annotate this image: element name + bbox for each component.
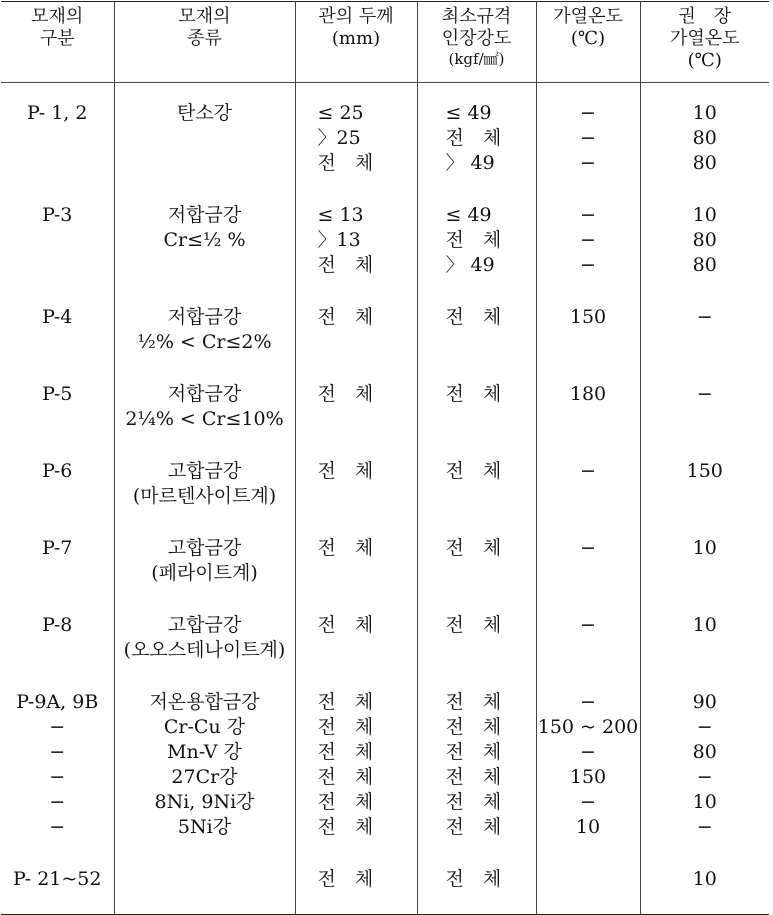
cell-line (296, 484, 417, 509)
cell-line: Cr≤½ % (163, 229, 246, 251)
cell-line: 10 (692, 614, 717, 636)
cell-line: 전 체 (445, 537, 502, 559)
cell-line: 전 체 (317, 868, 374, 890)
cell-line: − (696, 383, 713, 405)
header-line: 종류 (187, 28, 222, 49)
cell-base-type (114, 509, 295, 586)
cell-line (537, 867, 640, 892)
cell-line (418, 561, 536, 586)
cell-line (1, 151, 114, 176)
cell-line (1, 330, 114, 355)
header-line: 모재의 (31, 6, 84, 27)
cell-line: P-6 (42, 460, 73, 482)
cell-preheat (536, 176, 640, 278)
cell-tensile (417, 432, 536, 509)
cell-line: P-4 (42, 306, 73, 328)
cell-line (296, 330, 417, 355)
cell-recommended (640, 509, 769, 586)
header-line: 가열온도 (553, 6, 623, 27)
cell-line: 80 (692, 229, 717, 251)
cell-line: 〉13 (317, 229, 361, 251)
cell-line: 150 (569, 306, 607, 328)
cell-tensile (417, 83, 536, 177)
cell-tensile (417, 176, 536, 278)
cell-line: 전 체 (317, 691, 374, 713)
cell-line: − (49, 741, 66, 763)
cell-line (537, 561, 640, 586)
cell-line: 전 체 (445, 127, 502, 149)
cell-line (537, 638, 640, 663)
cell-line (641, 638, 770, 663)
cell-line (296, 561, 417, 586)
cell-line: P-7 (42, 537, 73, 559)
cell-base-class (1, 509, 114, 586)
table-row (1, 663, 769, 840)
cell-line: 10 (692, 537, 717, 559)
cell-preheat (536, 509, 640, 586)
header-line: 최소규격 (441, 6, 512, 27)
cell-base-class (1, 176, 114, 278)
cell-line: 전 체 (317, 716, 374, 738)
cell-line (641, 561, 770, 586)
cell-line: P-5 (42, 383, 73, 405)
cell-line: 150 ~ 200 (537, 716, 639, 738)
cell-thickness (295, 83, 417, 177)
cell-line: 저합금강 (167, 383, 242, 405)
header-line: 가열온도 (669, 28, 740, 49)
cell-line: 전 체 (317, 460, 374, 482)
cell-line (537, 484, 640, 509)
header-thickness (295, 2, 417, 83)
cell-line: − (580, 229, 596, 251)
cell-line: 전 체 (445, 460, 502, 482)
cell-line: 전 체 (445, 766, 502, 788)
cell-line: − (580, 537, 596, 559)
cell-line (296, 407, 417, 432)
cell-recommended (640, 663, 769, 840)
cell-line: 고합금강 (167, 537, 242, 559)
cell-base-type (114, 432, 295, 509)
cell-line: − (696, 306, 713, 328)
cell-line: 80 (692, 127, 717, 149)
cell-preheat (536, 278, 640, 355)
cell-recommended (640, 176, 769, 278)
cell-line: 10 (692, 102, 717, 124)
cell-line (1, 407, 114, 432)
cell-line: − (49, 716, 66, 738)
cell-line (418, 638, 536, 663)
cell-line: 10 (575, 816, 601, 838)
table-body (1, 83, 769, 915)
cell-line: ½% < Cr≤2% (137, 331, 272, 353)
cell-line (418, 407, 536, 432)
preheat-table (1, 1, 769, 915)
cell-preheat (536, 840, 640, 915)
table-row (1, 586, 769, 663)
cell-line: − (580, 460, 596, 482)
cell-base-type (114, 176, 295, 278)
cell-line (537, 330, 640, 355)
cell-recommended (640, 586, 769, 663)
table-header (1, 2, 769, 83)
cell-tensile (417, 840, 536, 915)
cell-line: 전 체 (445, 716, 502, 738)
header-line: 인장강도 (441, 28, 512, 49)
cell-line: (오오스테나이트계) (123, 639, 286, 661)
cell-base-type (114, 355, 295, 432)
cell-line: − (580, 127, 596, 149)
cell-line: 전 체 (317, 741, 374, 763)
cell-line: − (580, 691, 596, 713)
cell-line: 150 (686, 460, 723, 482)
cell-preheat (536, 586, 640, 663)
header-tensile (417, 2, 536, 83)
cell-tensile (417, 586, 536, 663)
cell-line: 전 체 (445, 791, 502, 813)
cell-line: − (580, 254, 596, 276)
header-line: (℃) (687, 50, 722, 71)
header-line: 모재의 (178, 6, 231, 27)
cell-base-type (114, 278, 295, 355)
cell-line (115, 151, 295, 176)
cell-base-class (1, 278, 114, 355)
cell-line (115, 867, 295, 892)
cell-line: ≤ 13 (317, 204, 364, 226)
cell-line: 80 (692, 741, 717, 763)
cell-line: 전 체 (445, 306, 502, 328)
cell-line: 전 체 (445, 229, 502, 251)
cell-line (641, 330, 770, 355)
cell-line: 전 체 (317, 152, 374, 174)
cell-line: 80 (692, 152, 717, 174)
cell-line: 전 체 (445, 691, 502, 713)
cell-line: 전 체 (317, 791, 374, 813)
cell-base-class (1, 83, 114, 177)
cell-line: 전 체 (317, 537, 374, 559)
cell-recommended (640, 278, 769, 355)
cell-line (115, 253, 295, 278)
cell-line: 90 (692, 691, 717, 713)
table-row (1, 509, 769, 586)
cell-line: 27Cr강 (171, 766, 238, 788)
cell-tensile (417, 278, 536, 355)
cell-recommended (640, 840, 769, 915)
header-line: 관의 두께 (318, 6, 394, 27)
cell-line: ≤ 49 (445, 102, 492, 124)
cell-line: 전 체 (445, 868, 502, 890)
cell-line: 10 (692, 791, 717, 813)
header-preheat (536, 2, 640, 83)
cell-line: − (580, 791, 596, 813)
cell-base-class (1, 840, 114, 915)
cell-line: − (49, 791, 66, 813)
table-row (1, 355, 769, 432)
cell-preheat (536, 83, 640, 177)
cell-thickness (295, 663, 417, 840)
cell-line (418, 330, 536, 355)
cell-line: 10 (692, 204, 717, 226)
cell-line: 5Ni강 (177, 816, 232, 838)
cell-line: 고합금강 (167, 460, 242, 482)
cell-line: − (49, 816, 66, 838)
cell-thickness (295, 432, 417, 509)
cell-thickness (295, 355, 417, 432)
header-line: 권 장 (678, 6, 732, 27)
cell-thickness (295, 509, 417, 586)
header-line: (kgf/㎟) (448, 50, 505, 68)
cell-line: − (580, 152, 596, 174)
cell-line: 180 (569, 383, 607, 405)
cell-recommended (640, 355, 769, 432)
cell-thickness (295, 176, 417, 278)
cell-recommended (640, 83, 769, 177)
cell-line: Mn-V 강 (167, 741, 242, 763)
cell-line: − (696, 816, 713, 838)
cell-line: − (49, 766, 66, 788)
cell-line: 〉 49 (445, 152, 495, 174)
cell-line (1, 228, 114, 253)
cell-line: − (580, 614, 596, 636)
cell-line: 고합금강 (167, 614, 242, 636)
cell-line: − (696, 716, 713, 738)
header-base-type (114, 2, 295, 83)
cell-line: 전 체 (445, 614, 502, 636)
header-line: (mm) (331, 28, 381, 49)
cell-base-type (114, 840, 295, 915)
cell-line: P-9A, 9B (16, 691, 99, 713)
cell-line: P-8 (42, 614, 73, 636)
cell-line (296, 638, 417, 663)
cell-line: P-3 (42, 204, 73, 226)
cell-preheat (536, 355, 640, 432)
cell-line (641, 407, 770, 432)
cell-preheat (536, 432, 640, 509)
cell-line (115, 126, 295, 151)
cell-line: − (696, 766, 713, 788)
cell-line: − (580, 102, 596, 124)
cell-line: (마르텐사이트계) (132, 485, 277, 507)
cell-thickness (295, 278, 417, 355)
cell-line: − (580, 204, 596, 226)
cell-line: 저합금강 (167, 204, 242, 226)
cell-line (1, 484, 114, 509)
table-row (1, 83, 769, 177)
cell-line (641, 484, 770, 509)
table-row (1, 278, 769, 355)
cell-preheat (536, 663, 640, 840)
header-line: (℃) (570, 28, 606, 49)
cell-line: P- 1, 2 (27, 102, 88, 124)
cell-line: 8Ni, 9Ni강 (154, 791, 255, 813)
cell-line: 전 체 (317, 383, 374, 405)
cell-base-class (1, 586, 114, 663)
cell-tensile (417, 663, 536, 840)
header-recommended (640, 2, 769, 83)
cell-line: Cr-Cu 강 (163, 716, 246, 738)
cell-line: − (580, 741, 596, 763)
cell-tensile (417, 509, 536, 586)
header-line: 구분 (39, 28, 75, 49)
cell-line (1, 638, 114, 663)
cell-line: 10 (692, 868, 717, 890)
cell-line: (페라이트계) (151, 562, 258, 584)
cell-line: 전 체 (445, 816, 502, 838)
cell-base-class (1, 432, 114, 509)
cell-line: 〉25 (317, 127, 361, 149)
cell-line: 전 체 (317, 306, 374, 328)
cell-base-type (114, 663, 295, 840)
table-row (1, 840, 769, 915)
cell-line: 저온용합금강 (149, 691, 260, 713)
cell-line: 전 체 (445, 741, 502, 763)
cell-thickness (295, 840, 417, 915)
cell-line: 탄소강 (176, 102, 233, 124)
cell-line: 저합금강 (167, 306, 242, 328)
cell-line: 80 (692, 254, 717, 276)
cell-line: 전 체 (317, 614, 374, 636)
cell-base-class (1, 663, 114, 840)
cell-line: 전 체 (445, 383, 502, 405)
cell-line (418, 484, 536, 509)
cell-base-type (114, 586, 295, 663)
cell-line: 전 체 (317, 766, 374, 788)
cell-line: 〉 49 (445, 254, 495, 276)
cell-line (1, 126, 114, 151)
cell-tensile (417, 355, 536, 432)
cell-line: 전 체 (317, 254, 374, 276)
cell-line (1, 253, 114, 278)
cell-line: P- 21~52 (13, 868, 102, 890)
cell-line (1, 561, 114, 586)
cell-base-class (1, 355, 114, 432)
cell-line: 150 (569, 766, 607, 788)
cell-base-type (114, 83, 295, 177)
table-row (1, 176, 769, 278)
header-base-class (1, 2, 114, 83)
table-row (1, 432, 769, 509)
cell-line: ≤ 49 (445, 204, 492, 226)
cell-line: 2¼% < Cr≤10% (125, 408, 284, 430)
cell-line (537, 407, 640, 432)
cell-thickness (295, 586, 417, 663)
cell-line: 전 체 (317, 816, 374, 838)
cell-line: ≤ 25 (317, 102, 364, 124)
cell-recommended (640, 432, 769, 509)
